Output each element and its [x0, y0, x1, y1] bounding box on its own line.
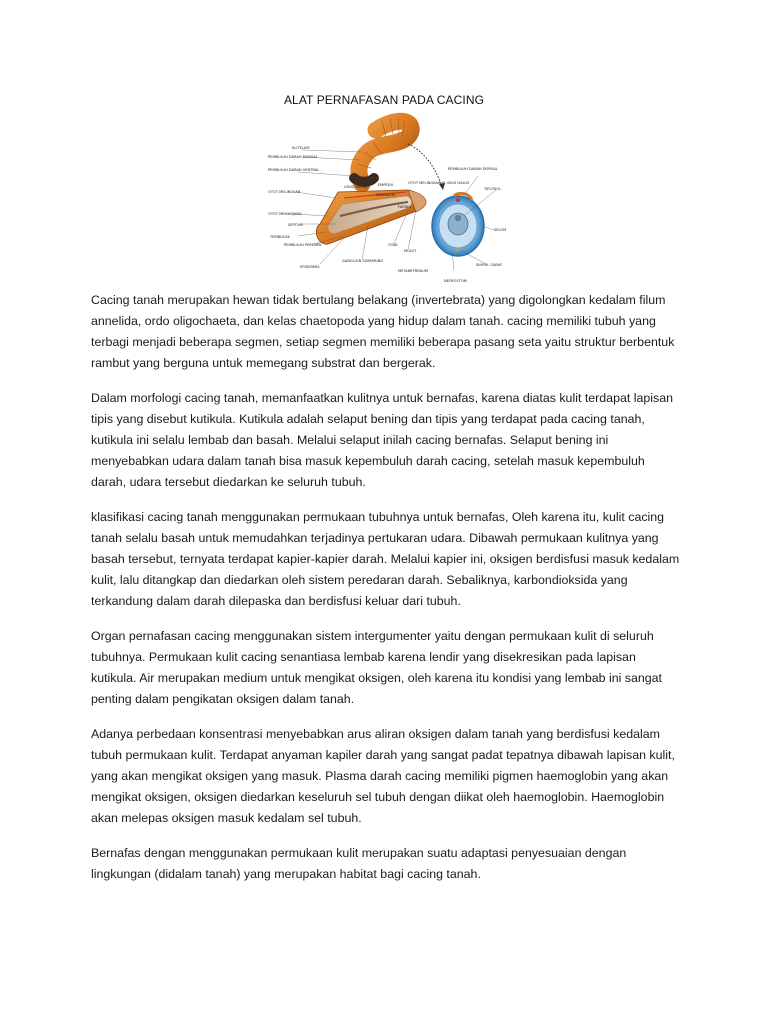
label-metanefridium: METANEFRIDIUM — [398, 269, 428, 273]
paragraph-3: klasifikasi cacing tanah menggunakan permukaan tubuhnya untuk bernafas, Oleh karena itu, kulit cacing tanah selalu basah untuk memudahkan terjadinya pertukaran udara. Dibawah permukaan kulitnya yang basah tersebut, ternyata terdapat kapier-kapier darah. Melalui kapier ini, oksigen berdisfusi masuk kedalam kulit, lalu ditangkap dan diedarkan oleh sistem peredaran darah. Sebaliknya, karbondioksida yang terkandung dalam darah dilepaska dan berdisfusi keluar dari tubuh. — [91, 510, 680, 608]
label-usus-halus-right: OTOT MELINGKAR DI USUS HALUS — [408, 181, 470, 185]
earthworm-anatomy-figure — [258, 112, 516, 288]
label-pembuluh-darah-ventral: PEMBULUH DARAH VENTRAL — [268, 168, 320, 172]
earthworm-anatomy-diagram — [258, 112, 516, 288]
paragraph-4: Organ pernafasan cacing menggunakan sistem intergumenter yaitu dengan permukaan kulit di seluruh tubuhnya. Permukaan kulit cacing senantiasa lembab karena lendir yang disekresikan pada lapisan kutikula. Air merupakan medium untuk mengikat oksigen, oleh karena itu kondisi yang lembab ini sangat penting dalam pengikatan oksigen dalam tanah. — [91, 629, 662, 706]
label-mulut: MULUT — [404, 249, 417, 253]
paragraph-6: Bernafas dengan menggunakan permukaan kulit merupakan suatu adaptasi penyesuaian dengan lingkungan (didalam tanah) yang merupakan habitat bagi cacing tanah. — [91, 846, 627, 881]
label-pembuluh-perenpa: PEMBULUH PERENPA — [284, 243, 322, 247]
label-tembolok: TEMBOLOK — [270, 235, 290, 239]
label-simpul-saraf: SIMPUL SARAF — [476, 263, 503, 267]
label-usus-halus: USUS HALUS — [344, 185, 367, 189]
paragraph-5: Adanya perbedaan konsentrasi menyebabkan arus aliran oksigen dalam tanah yang berdisfusi kedalam tubuh permukaan kulit. Terdapat anyaman kapiler darah yang sangat padat tepatnya dibawah lapisan kulit, yang akan mengikat oksigen yang masuk. Plasma darah cacing memiliki pigmen haemoglobin yang akan mengikat oksigen, oksigen diedarkan keseluruh sel tubuh dengan diikat oleh haemoglobin. Haemoglobin akan melepas oksigen masuk kedalam sel tubuh. — [91, 727, 675, 825]
label-pembuluh-darah-dorsal: PEMBULUH DARAH DORSAL — [268, 155, 318, 159]
label-otak: OTAK — [388, 243, 398, 247]
page-title: ALAT PERNAFASAN PADA CACING — [283, 93, 485, 107]
label-otot-memanjang: OTOT MEMANJANG — [268, 212, 302, 216]
label-otot-melingkar: OTOT MELINGKAR — [268, 190, 301, 194]
label-septum: SEPTUM — [288, 223, 303, 227]
paragraph-1: Cacing tanah merupakan hewan tidak bertulang belakang (invertebrata) yang digolongkan kedalam filum annelida, ordo oligochaeta, dan kelas chaetopoda yang hidup dalam tanah. cacing memiliki tubuh yang terbagi menjadi beberapa segmen, setiap segmen memiliki beberapa pasang seta yaitu struktur berbentuk rambut yang berguna untuk memegang substrat dan bergerak. — [91, 293, 675, 370]
label-ganglion-subfaring: GANGLION SUBFARING — [342, 259, 384, 263]
paragraph-2: Dalam morfologi cacing tanah, memanfaatkan kulitnya untuk bernafas, karena diatas kulit terdapat lapisan tipis yang disebut kutikula. Kutikula adalah selaput bening dan tipis yang terdapat pada cacing tanah, kutikula ini selalu lembab dan basah. Melalui selaput inilah cacing bernafas. Selaput bening ini menyebabkan udara dalam tanah bisa masuk kepembuluh darah cacing, setelah masuk kepembuluh darah, udara tersebut diedarkan ke seluruh tubuh. — [91, 391, 674, 489]
dorsal-vessel-dot — [456, 198, 460, 202]
label-dorsal-right: PEMBULUH DARAH DORSAL — [448, 167, 498, 171]
label-esofagus: ESOFAGUS — [376, 193, 396, 197]
ventral-nerve-dot — [456, 248, 460, 252]
label-selom: SELOM — [494, 228, 507, 232]
dashed-arrow — [408, 144, 442, 186]
label-tiflosol: TIFLOSOL — [484, 187, 502, 191]
label-faring: FARING — [398, 205, 412, 209]
label-klitelum: KLITELUM — [292, 146, 310, 150]
label-epidermis: EPIDERMIS — [300, 265, 320, 269]
label-empedu: EMPEDU — [378, 183, 394, 187]
label-nefrostom: NEFROSTOM — [444, 279, 467, 283]
worm-clitellum — [354, 178, 374, 182]
document-body — [91, 290, 681, 899]
cross-section-typhlosole — [455, 215, 461, 221]
